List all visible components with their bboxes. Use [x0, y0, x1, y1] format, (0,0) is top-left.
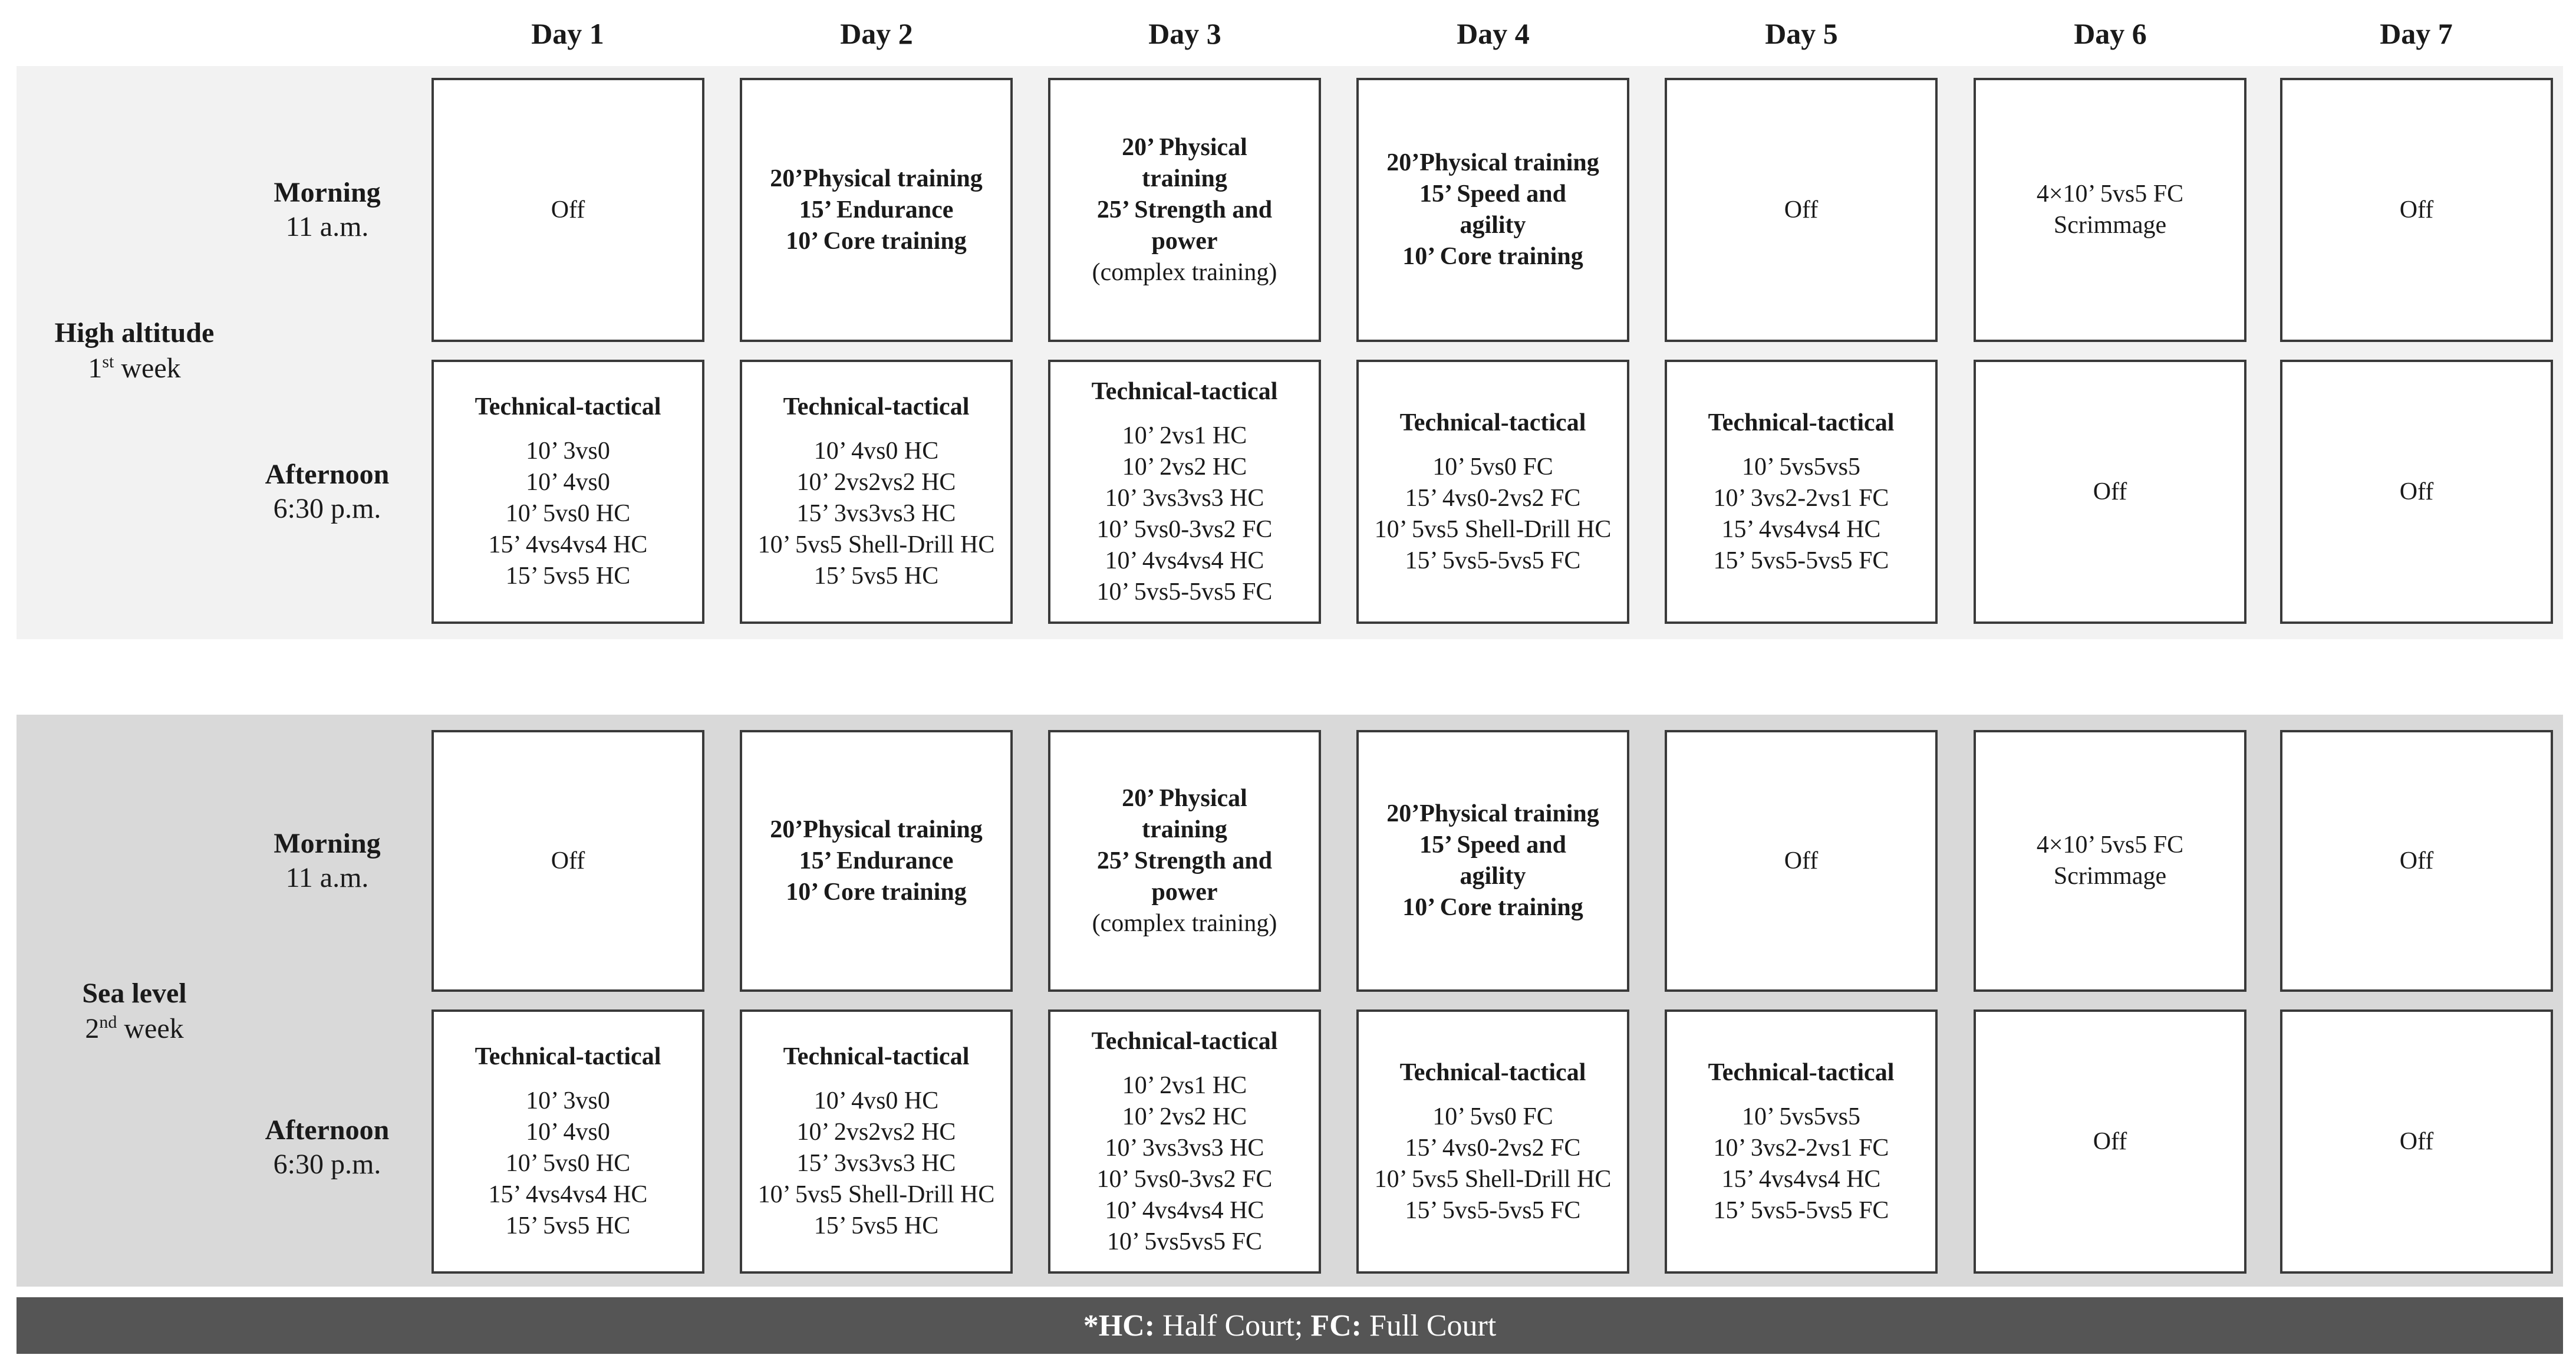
morning-session-cell [1974, 730, 2246, 992]
drill-line: 10’ 5vs5vs5 [1741, 453, 1861, 481]
session-heading-line: 15’ Endurance [799, 847, 954, 874]
session-heading-line: 20’Physical training [770, 165, 983, 192]
session-heading-line: 10’ Core training [786, 878, 967, 906]
session-title: Technical-tactical [1399, 1058, 1586, 1086]
session-detail-line: Scrimmage [2053, 863, 2167, 890]
drill-line: 10’ 4vs4vs4 HC [1105, 547, 1264, 574]
day-header: Day 6 [2074, 17, 2147, 50]
morning-session-cell [740, 78, 1013, 342]
afternoon-session-cell [2280, 360, 2553, 624]
session-heading-line: 10’ Core training [1402, 894, 1583, 921]
drill-line: 10’ 3vs2-2vs1 FC [1713, 484, 1889, 512]
morning-session-cell [431, 730, 704, 992]
drill-line: 10’ 5vs0 HC [505, 1150, 631, 1177]
drill-line: 10’ 5vs0 FC [1432, 453, 1553, 481]
drill-line: 15’ 5vs5-5vs5 FC [1405, 1196, 1581, 1224]
session-heading-line: 25’ Strength and [1096, 847, 1273, 874]
drill-line: 10’ 5vs5vs5 [1741, 1103, 1861, 1130]
legend-fc-text: Full Court [1362, 1308, 1497, 1343]
block-title: Sea level [82, 978, 187, 1009]
session-detail-line: Off [551, 847, 585, 874]
session-detail-line: (complex training) [1092, 258, 1277, 286]
session-heading-line: 10’ Core training [786, 227, 967, 255]
drill-line: 10’ 5vs5 Shell-Drill HC [1374, 515, 1612, 543]
drill-line: 10’ 5vs0 HC [505, 500, 631, 527]
afternoon-session-cell [2280, 1009, 2553, 1274]
morning-session-cell [431, 78, 704, 342]
morning-session-cell [740, 730, 1013, 992]
drill-line: 10’ 2vs2vs2 HC [796, 469, 956, 496]
session-title: Technical-tactical [783, 1043, 970, 1070]
drill-line: 10’ 3vs2-2vs1 FC [1713, 1134, 1889, 1162]
day-header: Day 2 [840, 17, 913, 50]
session-heading-line: training [1142, 815, 1227, 843]
drill-line: 15’ 5vs5-5vs5 FC [1713, 547, 1889, 574]
session-title: Technical-tactical [1708, 409, 1895, 436]
afternoon-session-cell [1974, 1009, 2246, 1274]
drill-line: 15’ 4vs4vs4 HC [1721, 515, 1881, 543]
drill-line: 15’ 4vs4vs4 HC [488, 1181, 648, 1208]
drill-line: 10’ 5vs5 Shell-Drill HC [757, 1181, 995, 1208]
morning-session-cell [2280, 730, 2553, 992]
session-title: Technical-tactical [1091, 377, 1278, 405]
legend-hc-text: Half Court; [1155, 1308, 1311, 1343]
afternoon-session-cell [1356, 1009, 1629, 1274]
drill-line: 10’ 2vs2vs2 HC [796, 1119, 956, 1146]
drill-line: 15’ 5vs5-5vs5 FC [1713, 1196, 1889, 1224]
drill-line: 10’ 3vs0 [526, 438, 610, 465]
morning-session-cell [1356, 730, 1629, 992]
afternoon-session-cell [1048, 360, 1321, 624]
morning-session-cell [1665, 730, 1938, 992]
session-title: Technical-tactical [1399, 409, 1586, 436]
drill-line: 10’ 2vs2 HC [1122, 1103, 1247, 1130]
session-heading-line: training [1142, 165, 1227, 192]
session-title: Technical-tactical [475, 1043, 661, 1070]
drill-line: 10’ 5vs5 Shell-Drill HC [1374, 1165, 1612, 1193]
session-label-morning: Morning 11 a.m. [274, 828, 381, 893]
session-detail-line: (complex training) [1092, 909, 1277, 937]
session-detail-line: 4×10’ 5vs5 FC [2036, 180, 2184, 208]
session-heading-line: 20’ Physical [1122, 133, 1247, 161]
block-label-sea-level [17, 976, 252, 1047]
drill-line: 10’ 5vs0 FC [1432, 1103, 1553, 1130]
drill-line: 10’ 5vs0-3vs2 FC [1096, 1165, 1273, 1193]
drill-line: 15’ 4vs0-2vs2 FC [1405, 484, 1581, 512]
drill-line: 10’ 2vs2 HC [1122, 453, 1247, 481]
session-heading-line: 15’ Speed and [1419, 831, 1566, 859]
afternoon-session-cell [1665, 1009, 1938, 1274]
drill-line: 10’ 5vs5 Shell-Drill HC [757, 531, 995, 558]
session-heading-line: agility [1460, 863, 1526, 890]
session-heading-line: 10’ Core training [1402, 243, 1583, 270]
drill-line: 15’ 4vs4vs4 HC [488, 531, 648, 558]
session-detail-line: Scrimmage [2053, 212, 2167, 239]
morning-session-cell [1974, 78, 2246, 342]
morning-session-cell [2280, 78, 2553, 342]
drill-line: 10’ 5vs5-5vs5 FC [1096, 578, 1273, 606]
morning-session-cell [1665, 78, 1938, 342]
session-detail-line: Off [1784, 847, 1819, 874]
afternoon-session-cell [740, 360, 1013, 624]
session-heading-line: power [1151, 227, 1218, 255]
afternoon-session-cell [1048, 1009, 1321, 1274]
session-title: Technical-tactical [1708, 1058, 1895, 1086]
drill-line: Off [2093, 478, 2127, 505]
drill-line: 15’ 5vs5 HC [813, 563, 939, 590]
session-heading-line: 20’Physical training [1386, 149, 1599, 176]
drill-line: Off [2399, 1127, 2434, 1155]
session-label-afternoon: Afternoon 6:30 p.m. [265, 1114, 390, 1180]
session-label-afternoon: Afternoon 6:30 p.m. [265, 459, 390, 524]
afternoon-session-cell [1356, 360, 1629, 624]
session-detail-line: Off [2399, 196, 2434, 223]
drill-line: 10’ 3vs3vs3 HC [1105, 1134, 1264, 1162]
drill-line: 10’ 5vs0-3vs2 FC [1096, 515, 1273, 543]
session-detail-line: Off [551, 196, 585, 223]
afternoon-session-cell [431, 360, 704, 624]
day-header: Day 3 [1148, 17, 1221, 50]
session-heading-line: 20’ Physical [1122, 784, 1247, 812]
block-week: 2nd week [85, 1012, 184, 1044]
session-detail-line: Off [1784, 196, 1819, 223]
drill-line: 10’ 4vs4vs4 HC [1105, 1196, 1264, 1224]
session-detail-line: Off [2399, 847, 2434, 874]
day-header: Day 7 [2380, 17, 2453, 50]
drill-line: Off [2093, 1127, 2127, 1155]
morning-session-cell [1356, 78, 1629, 342]
drill-line: Off [2399, 478, 2434, 505]
block-label-high-altitude [17, 315, 252, 386]
drill-line: 15’ 5vs5 HC [505, 563, 631, 590]
drill-line: 10’ 4vs0 HC [813, 438, 939, 465]
drill-line: 10’ 4vs0 [526, 469, 610, 496]
drill-line: 10’ 5vs5vs5 FC [1107, 1228, 1262, 1255]
drill-line: 15’ 4vs4vs4 HC [1721, 1165, 1881, 1193]
drill-line: 15’ 5vs5-5vs5 FC [1405, 547, 1581, 574]
session-heading-line: power [1151, 878, 1218, 906]
session-heading-line: 25’ Strength and [1096, 196, 1273, 223]
morning-session-cell [1048, 78, 1321, 342]
session-heading-line: agility [1460, 212, 1526, 239]
footer-legend [17, 1297, 2563, 1354]
session-title: Technical-tactical [783, 393, 970, 420]
session-heading-line: 20’Physical training [770, 815, 983, 843]
drill-line: 15’ 5vs5 HC [813, 1212, 939, 1239]
block-title: High altitude [54, 317, 215, 348]
session-title: Technical-tactical [1091, 1027, 1278, 1055]
legend-hc-abbr: *HC: [1083, 1308, 1155, 1343]
drill-line: 10’ 4vs0 HC [813, 1087, 939, 1114]
afternoon-session-cell [1665, 360, 1938, 624]
drill-line: 15’ 4vs0-2vs2 FC [1405, 1134, 1581, 1162]
session-heading-line: 15’ Speed and [1419, 180, 1566, 208]
session-heading-line: 20’Physical training [1386, 800, 1599, 827]
drill-line: 15’ 5vs5 HC [505, 1212, 631, 1239]
drill-line: 15’ 3vs3vs3 HC [796, 500, 956, 527]
drill-line: 10’ 2vs1 HC [1122, 422, 1247, 449]
afternoon-session-cell [740, 1009, 1013, 1274]
drill-line: 10’ 2vs1 HC [1122, 1071, 1247, 1099]
afternoon-session-cell [431, 1009, 704, 1274]
day-header: Day 4 [1457, 17, 1530, 50]
session-label-morning: Morning 11 a.m. [274, 177, 381, 242]
block-week: 1st week [88, 352, 181, 384]
day-header: Day 5 [1765, 17, 1838, 50]
drill-line: 10’ 3vs3vs3 HC [1105, 484, 1264, 512]
morning-session-cell [1048, 730, 1321, 992]
session-heading-line: 15’ Endurance [799, 196, 954, 223]
legend-fc-abbr: FC: [1310, 1308, 1362, 1343]
afternoon-session-cell [1974, 360, 2246, 624]
session-detail-line: 4×10’ 5vs5 FC [2036, 831, 2184, 859]
drill-line: 15’ 3vs3vs3 HC [796, 1150, 956, 1177]
drill-line: 10’ 4vs0 [526, 1119, 610, 1146]
session-title: Technical-tactical [475, 393, 661, 420]
drill-line: 10’ 3vs0 [526, 1087, 610, 1114]
day-header: Day 1 [531, 17, 604, 50]
